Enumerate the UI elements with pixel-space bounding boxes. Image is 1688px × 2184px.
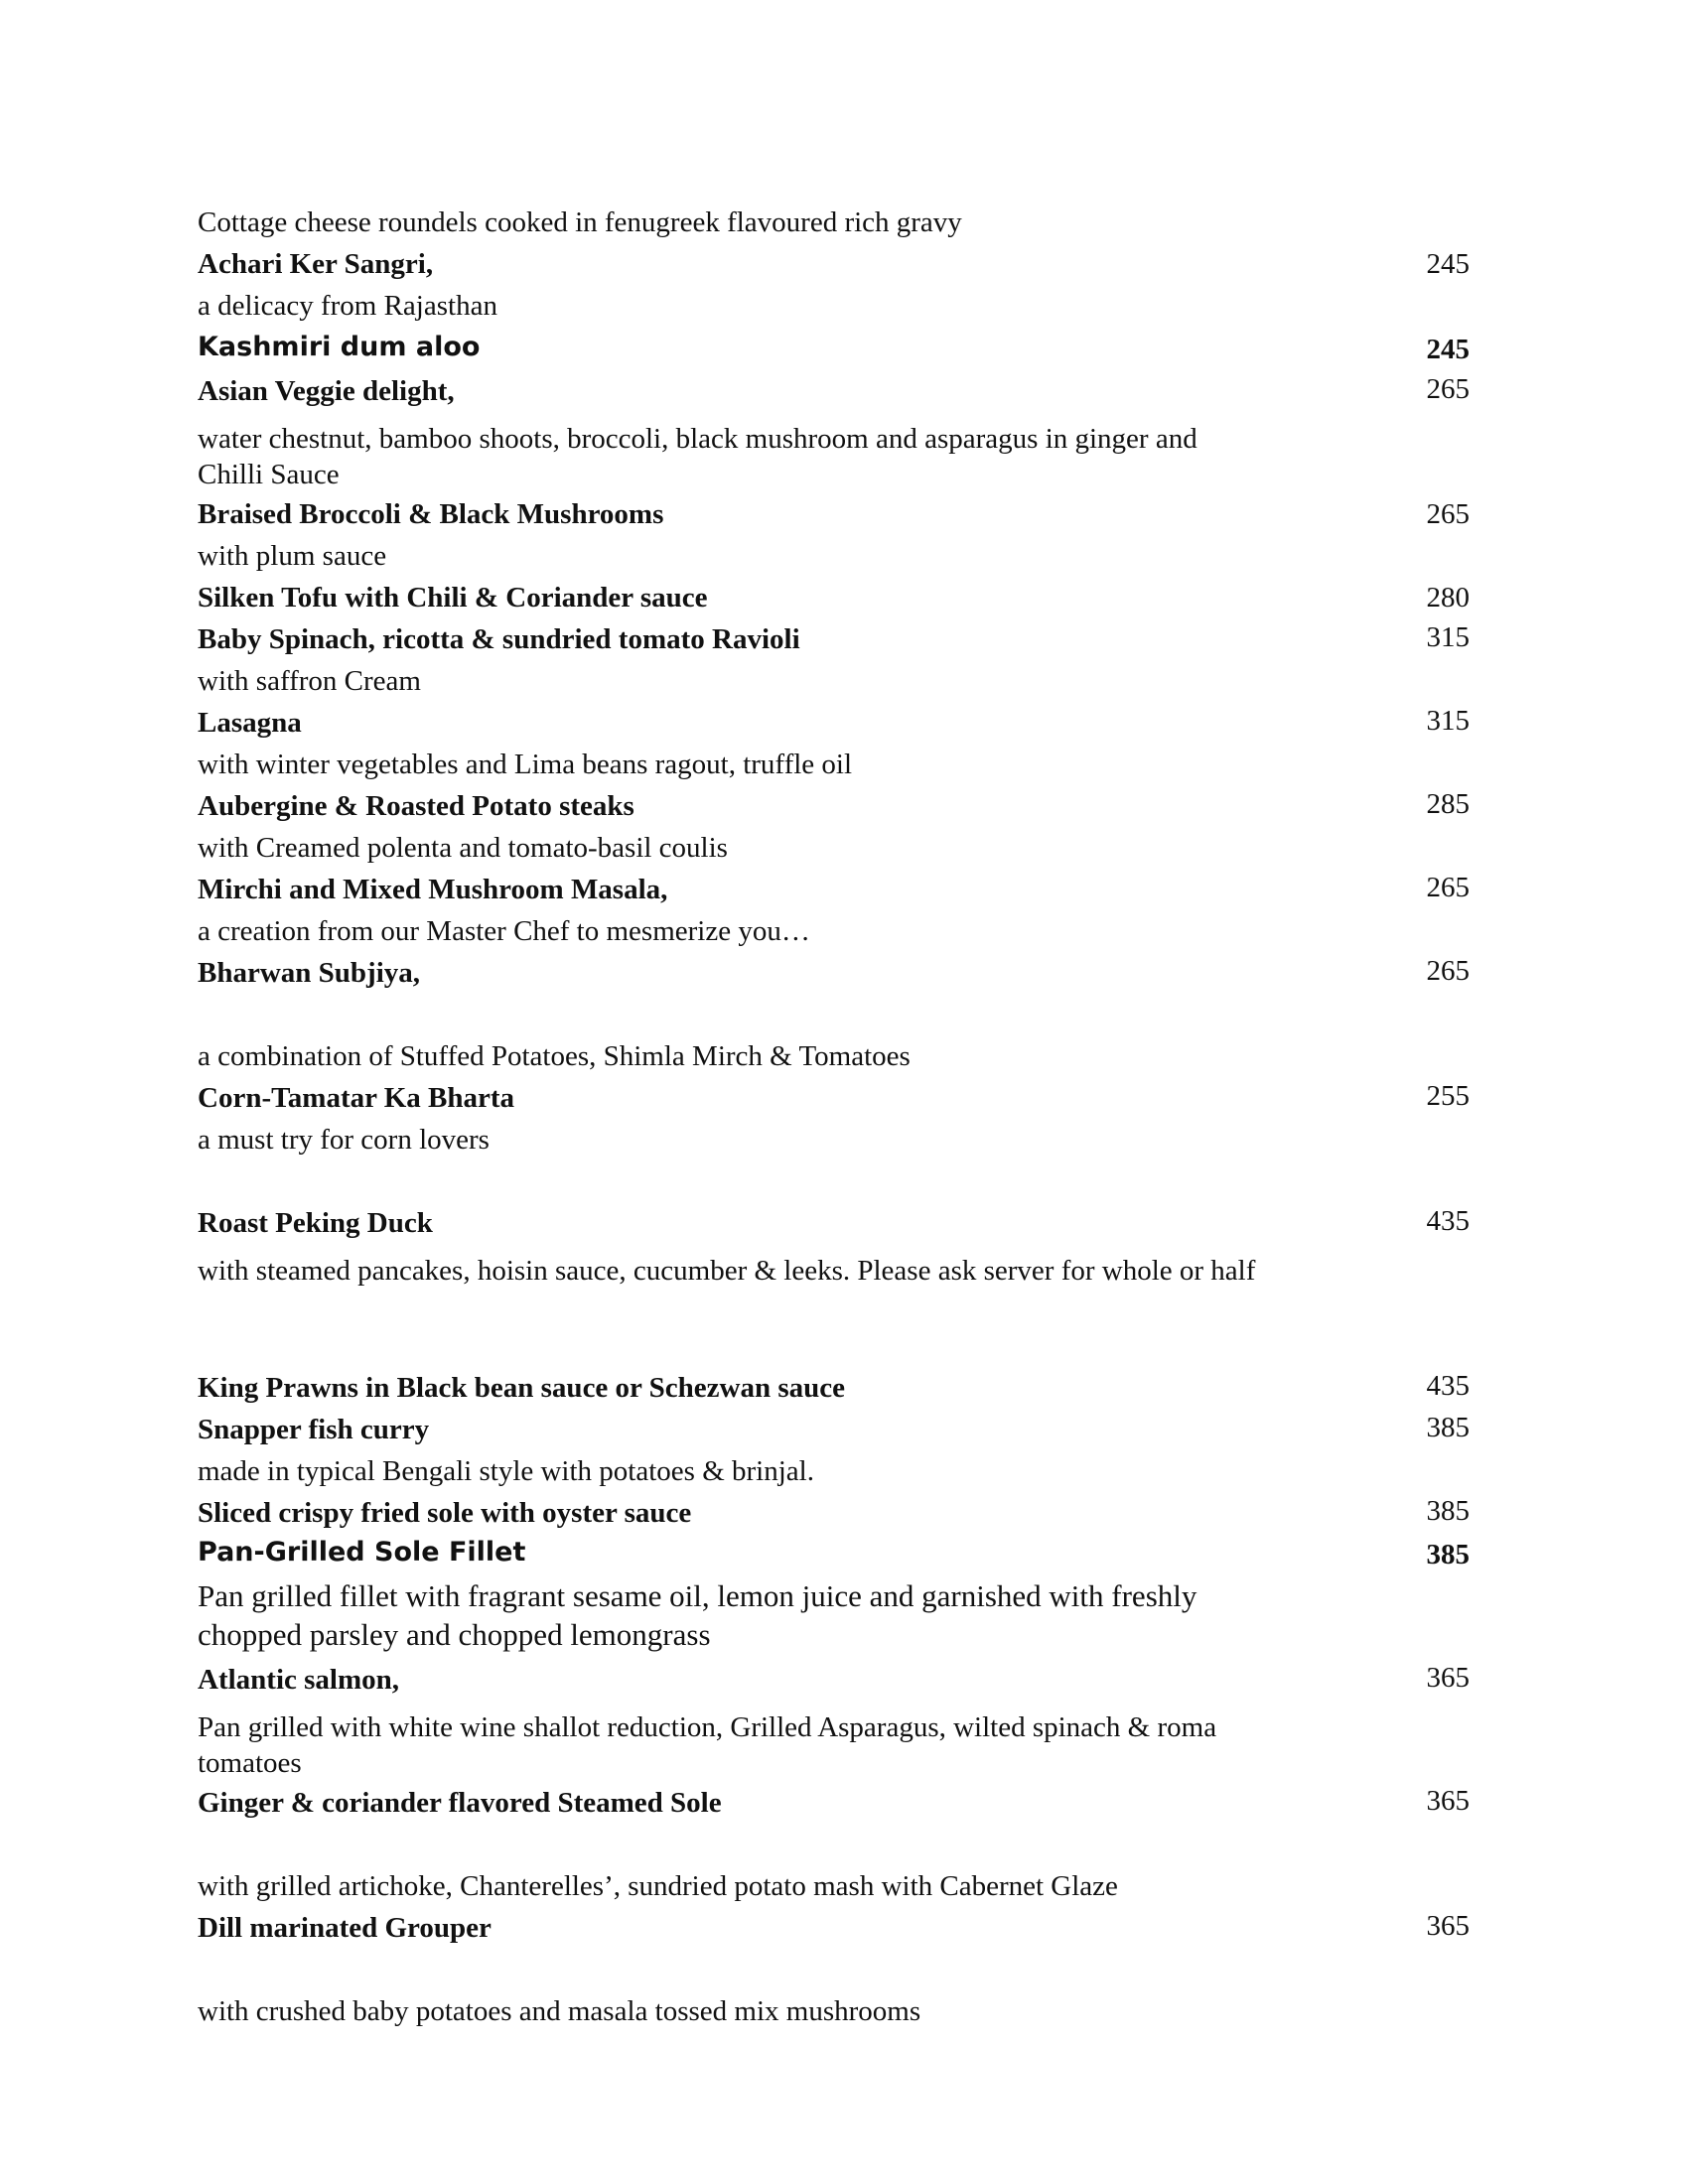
- dish-name: Asian Veggie delight,: [198, 375, 455, 407]
- dish-description: Pan grilled fillet with fragrant sesame oil, lemon juice and garnished with freshly chopped parsley and chopped lemongrass: [198, 1578, 1197, 1652]
- dish-price: 315: [1426, 705, 1470, 737]
- dish-description: a must try for corn lovers: [198, 1124, 490, 1156]
- dish-name: King Prawns in Black bean sauce or Schezwan sauce: [198, 1372, 846, 1404]
- dish-price: 285: [1426, 788, 1470, 820]
- dish-name: Braised Broccoli & Black Mushrooms: [198, 498, 664, 530]
- dish-name: Pan-Grilled Sole Fillet: [198, 1537, 526, 1568]
- dish-price: 365: [1426, 1910, 1470, 1942]
- dish-price: 365: [1426, 1662, 1470, 1694]
- dish-price: 255: [1426, 1080, 1470, 1112]
- dish-description: with winter vegetables and Lima beans ragout, truffle oil: [198, 749, 853, 780]
- dish-description: a delicacy from Rajasthan: [198, 290, 497, 322]
- dish-description: with grilled artichoke, Chanterelles’, sundried potato mash with Cabernet Glaze: [198, 1870, 1118, 1902]
- dish-description: with plum sauce: [198, 540, 387, 572]
- dish-name: Corn-Tamatar Ka Bharta: [198, 1082, 514, 1114]
- dish-price: 265: [1426, 498, 1470, 530]
- dish-price: 265: [1426, 373, 1470, 405]
- dish-name: Snapper fish curry: [198, 1414, 430, 1445]
- dish-name: Sliced crispy fried sole with oyster sauce: [198, 1497, 692, 1529]
- dish-description: Pan grilled with white wine shallot reduction, Grilled Asparagus, wilted spinach & roma tomatoes: [198, 1711, 1217, 1779]
- dish-description: a combination of Stuffed Potatoes, Shimla Mirch & Tomatoes: [198, 1040, 911, 1072]
- dish-name: Aubergine & Roasted Potato steaks: [198, 790, 634, 822]
- dish-description: with crushed baby potatoes and masala tossed mix mushrooms: [198, 1995, 921, 2027]
- dish-description: a creation from our Master Chef to mesmerize you…: [198, 915, 810, 947]
- dish-price: 385: [1426, 1495, 1470, 1527]
- dish-name: Roast Peking Duck: [198, 1207, 433, 1239]
- dish-name: Kashmiri dum aloo: [198, 332, 481, 362]
- dish-price: 365: [1426, 1785, 1470, 1817]
- dish-name: Mirchi and Mixed Mushroom Masala,: [198, 874, 668, 905]
- dish-price: 385: [1426, 1539, 1470, 1570]
- dish-name: Dill marinated Grouper: [198, 1912, 492, 1944]
- dish-description: Cottage cheese roundels cooked in fenugreek flavoured rich gravy: [198, 206, 962, 238]
- dish-description: water chestnut, bamboo shoots, broccoli, black mushroom and asparagus in ginger and Chilli Sauce: [198, 423, 1197, 490]
- dish-price: 245: [1426, 334, 1470, 365]
- dish-name: Baby Spinach, ricotta & sundried tomato Ravioli: [198, 623, 800, 655]
- dish-name: Silken Tofu with Chili & Coriander sauce: [198, 582, 708, 614]
- dish-price: 265: [1426, 955, 1470, 987]
- dish-price: 245: [1426, 248, 1470, 280]
- dish-name: Atlantic salmon,: [198, 1664, 399, 1696]
- dish-price: 265: [1426, 872, 1470, 903]
- dish-price: 435: [1426, 1370, 1470, 1402]
- dish-description: with steamed pancakes, hoisin sauce, cucumber & leeks. Please ask server for whole or half: [198, 1255, 1256, 1287]
- dish-price: 280: [1426, 582, 1470, 614]
- dish-description: made in typical Bengali style with potatoes & brinjal.: [198, 1455, 814, 1487]
- dish-description: with saffron Cream: [198, 665, 421, 697]
- dish-price: 435: [1426, 1205, 1470, 1237]
- dish-name: Ginger & coriander flavored Steamed Sole: [198, 1787, 722, 1819]
- dish-name: Lasagna: [198, 707, 302, 739]
- dish-price: 315: [1426, 621, 1470, 653]
- dish-name: Achari Ker Sangri,: [198, 248, 434, 280]
- dish-description: with Creamed polenta and tomato-basil coulis: [198, 832, 728, 864]
- dish-price: 385: [1426, 1412, 1470, 1443]
- dish-name: Bharwan Subjiya,: [198, 957, 421, 989]
